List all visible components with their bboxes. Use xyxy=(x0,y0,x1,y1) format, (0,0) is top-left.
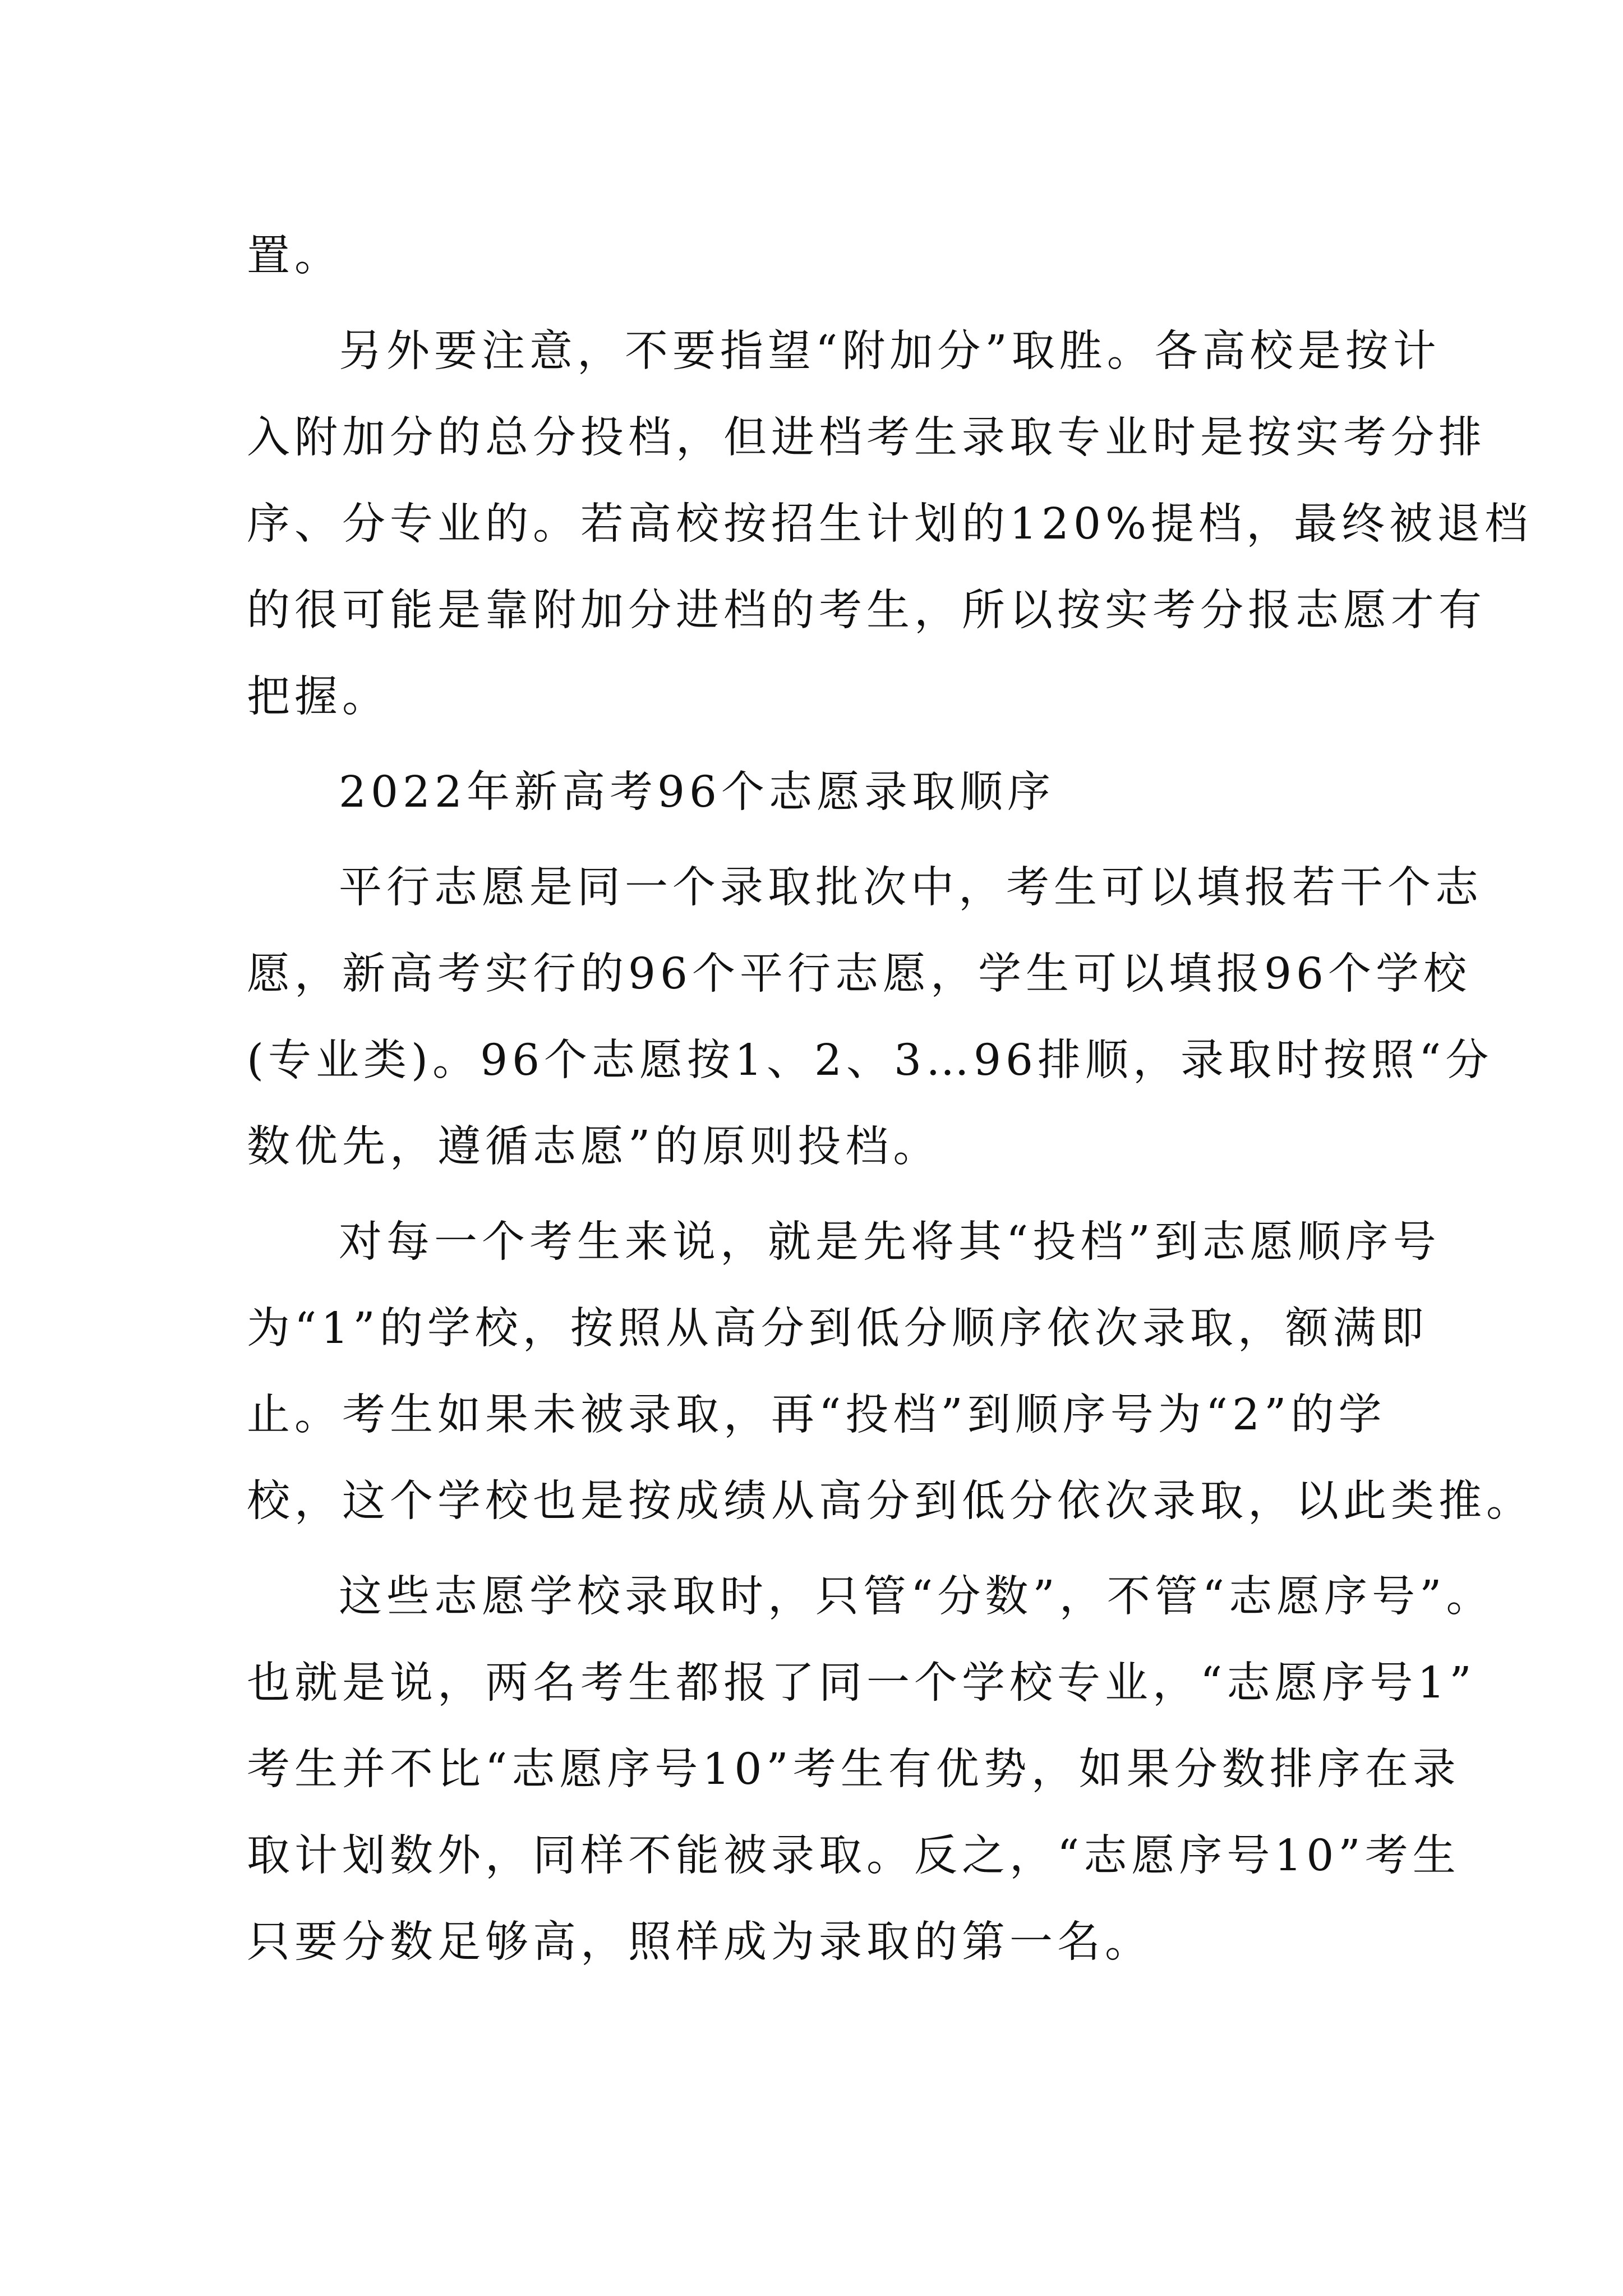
text-line: 对每一个考生来说，就是先将其“投档”到志愿顺序号 xyxy=(339,1217,1441,1267)
paragraph-admission-order xyxy=(247,1199,1534,1545)
document-page xyxy=(247,213,1534,1986)
text-line: 的很可能是靠附加分进档的考生，所以按实考分报志愿才有 xyxy=(247,586,1486,636)
text-line: 也就是说，两名考生都报了同一个学校专业，“志愿序号1” xyxy=(247,1658,1476,1708)
heading-line: 2022年新高考96个志愿录取顺序 xyxy=(339,767,1055,817)
text-line: 入附加分的总分投档，但进档考生录取专业时是按实考分排 xyxy=(247,413,1486,463)
paragraph-parallel-choices xyxy=(247,845,1493,1190)
paragraph-score-priority xyxy=(247,1554,1494,1986)
text-line: 置。 xyxy=(247,231,342,281)
text-line: 平行志愿是同一个录取批次中，考生可以填报若干个志 xyxy=(339,863,1483,913)
text-line: 为“1”的学校，按照从高分到低分顺序依次录取，额满即 xyxy=(247,1304,1428,1354)
paragraph-continuation xyxy=(247,213,1402,300)
text-line: 止。考生如果未被录取，再“投档”到顺序号为“2”的学 xyxy=(247,1390,1386,1440)
text-line: (专业类)。96个志愿按1、2、3…96排顺，录取时按照“分 xyxy=(247,1036,1493,1085)
section-heading xyxy=(247,749,1402,836)
paragraph-extra-points xyxy=(247,309,1533,740)
text-line: 考生并不比“志愿序号10”考生有优势，如果分数排序在录 xyxy=(247,1745,1460,1795)
text-line: 把握。 xyxy=(247,672,390,722)
text-line: 取计划数外，同样不能被录取。反之，“志愿序号10”考生 xyxy=(247,1831,1460,1881)
text-line: 愿，新高考实行的96个平行志愿，学生可以填报96个学校 xyxy=(247,949,1471,999)
text-line: 另外要注意，不要指望“附加分”取胜。各高校是按计 xyxy=(339,326,1441,376)
text-line: 只要分数足够高，照样成为录取的第一名。 xyxy=(247,1917,1152,1967)
text-line: 这些志愿学校录取时，只管“分数”，不管“志愿序号”。 xyxy=(339,1572,1494,1622)
text-line: 序、分专业的。若高校按招生计划的120%提档，最终被退档 xyxy=(247,499,1533,549)
text-line: 数优先，遵循志愿”的原则投档。 xyxy=(247,1122,941,1172)
text-line: 校，这个学校也是按成绩从高分到低分依次录取，以此类推。 xyxy=(247,1476,1534,1526)
